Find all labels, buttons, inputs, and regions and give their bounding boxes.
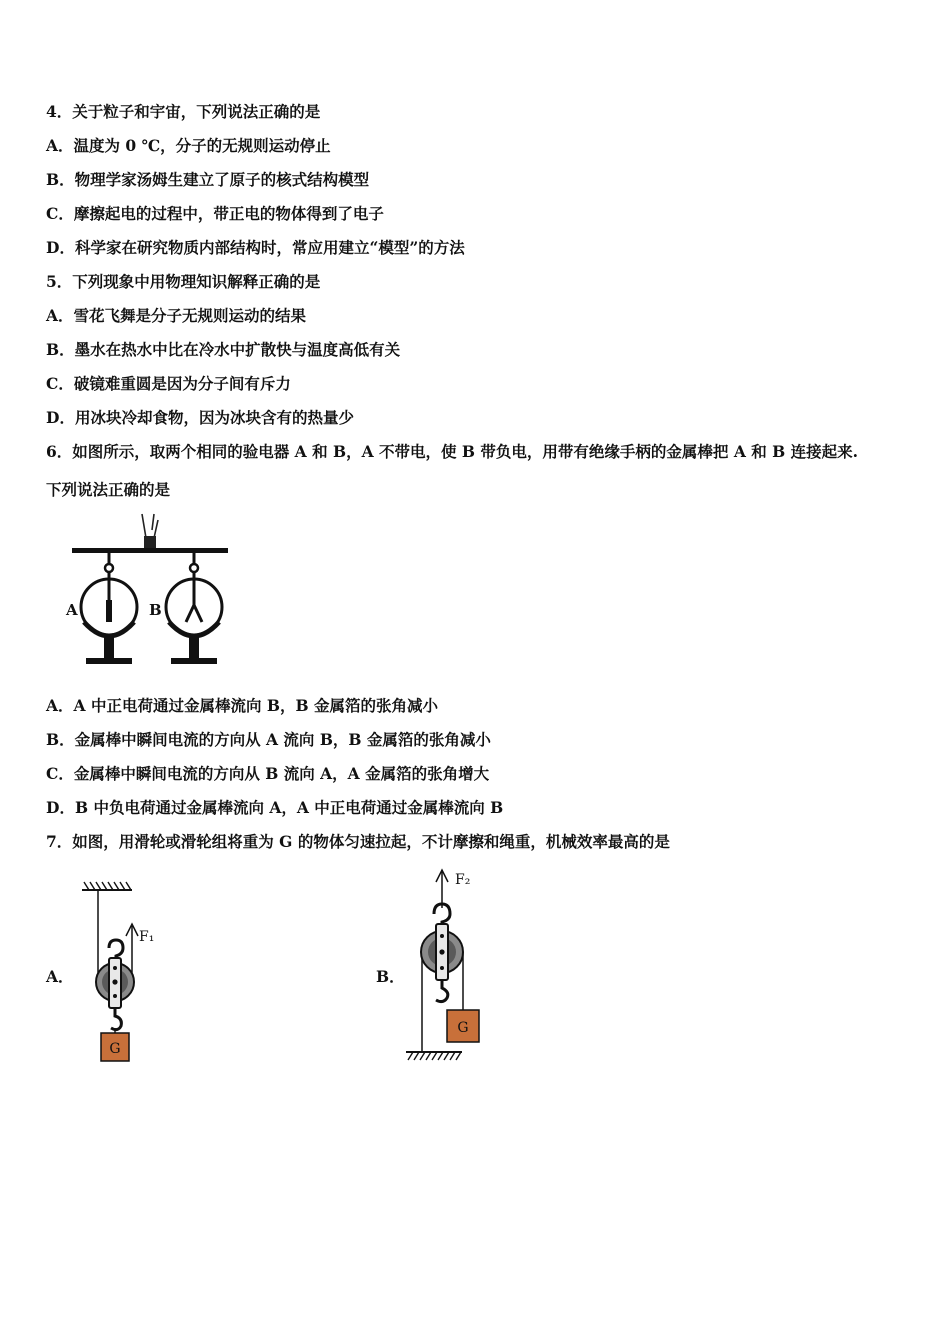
q4-option-b: B．物理学家汤姆生建立了原子的核式结构模型 xyxy=(46,170,370,189)
q4-option-c: C．摩擦起电的过程中，带正电的物体得到了电子 xyxy=(46,204,384,223)
q7-stem: 7．如图，用滑轮或滑轮组将重为 G 的物体匀速拉起，不计摩擦和绳重，机械效率最高的是 xyxy=(46,832,670,851)
q4-option-a: A．温度为 0 ℃，分子的无规则运动停止 xyxy=(46,136,331,155)
q5-option-a: A．雪花飞舞是分子无规则运动的结果 xyxy=(46,306,307,325)
force-f1-label: F₁ xyxy=(139,929,155,945)
q6-option-d: D．B 中负电荷通过金属棒流向 A，A 中正电荷通过金属棒流向 B xyxy=(46,798,504,817)
weight-g-label-a: G xyxy=(109,1041,121,1057)
electroscope-a xyxy=(65,553,137,664)
electroscope-a-label: A xyxy=(66,601,78,619)
q7-option-b-label: B． xyxy=(376,967,405,986)
q7-option-a-label: A． xyxy=(46,967,74,986)
pulley-b-figure xyxy=(402,864,512,1064)
electroscope-b-label: B xyxy=(149,601,162,619)
movable-pulley-figure xyxy=(76,878,176,1068)
q6-stem-line1: 6．如图所示，取两个相同的验电器 A 和 B，A 不带电，使 B 带负电，用带有绝缘手柄的金属棒把 A 和 B 连接起来. xyxy=(46,442,859,461)
q4-stem: 4．关于粒子和宇宙，下列说法正确的是 xyxy=(46,102,321,121)
force-f2-label: F₂ xyxy=(455,872,471,888)
q4-option-d: D．科学家在研究物质内部结构时，常应用建立“模型”的方法 xyxy=(46,238,465,257)
weight-g-label-b: G xyxy=(457,1020,469,1036)
q5-option-d: D．用冰块冷却食物，因为冰块含有的热量少 xyxy=(46,408,354,427)
q6-option-a: A．A 中正电荷通过金属棒流向 B，B 金属箔的张角减小 xyxy=(46,696,438,715)
q5-option-b: B．墨水在热水中比在冷水中扩散快与温度高低有关 xyxy=(46,340,401,359)
q6-stem-line2: 下列说法正确的是 xyxy=(46,480,171,499)
q5-stem: 5．下列现象中用物理知识解释正确的是 xyxy=(46,272,321,291)
q6-option-b: B．金属棒中瞬间电流的方向从 A 流向 B，B 金属箔的张角减小 xyxy=(46,730,491,749)
q6-option-c: C．金属棒中瞬间电流的方向从 B 流向 A，A 金属箔的张角增大 xyxy=(46,764,490,783)
electroscope-b xyxy=(149,553,222,664)
electroscope-figure xyxy=(62,510,237,675)
q5-option-c: C．破镜难重圆是因为分子间有斥力 xyxy=(46,374,291,393)
